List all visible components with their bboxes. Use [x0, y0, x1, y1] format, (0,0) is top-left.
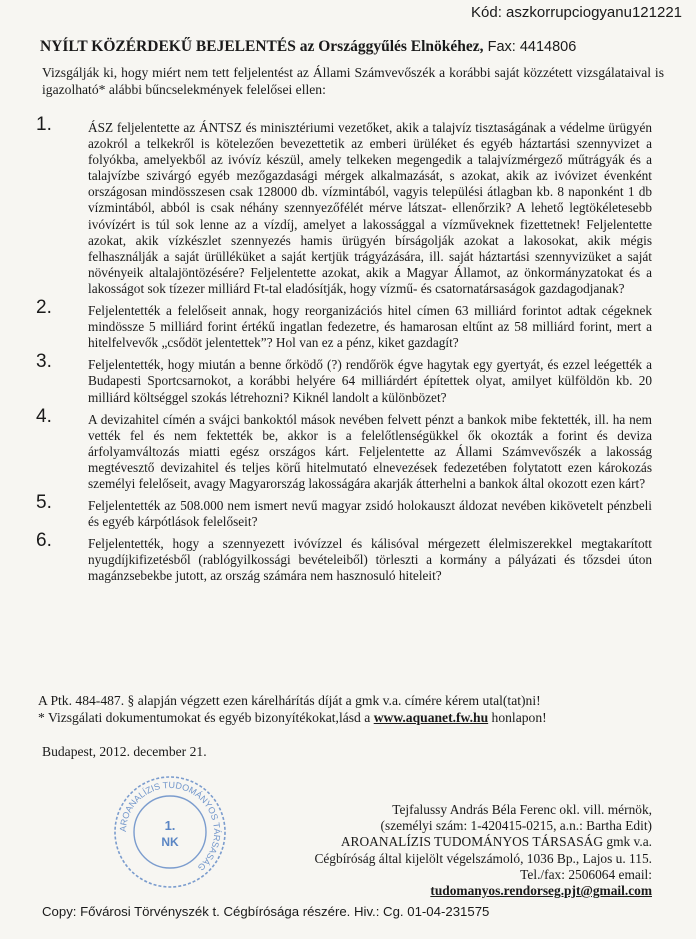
- item-text: Feljelentették az 508.000 nem ismert nevű magyar zsidó holokauszt áldozat nevében kikövetelt pénzbeli és egyéb kárpótlások felelőseit?: [88, 498, 652, 530]
- signer-organization: AROANALÍZIS TUDOMÁNYOS TÁRSASÁG gmk v.a.: [340, 834, 652, 850]
- stamp-abbr: NK: [161, 835, 179, 849]
- item-number: 3.: [36, 351, 52, 373]
- item-text: Feljelentették, hogy a szennyezett ivóvízzel és kálisóval mérgezett élelmiszerekkel megtakarított nyugdíjkifizetésből (rablógyilkossági bevételeiből) törleszti a kormány a pályázati és tőzsdei úton magánzsebekbe jutott, az ország számára nem hasznosuló hiteleit?: [88, 536, 652, 584]
- document-date: Budapest, 2012. december 21.: [42, 744, 207, 759]
- signer-name: Tejfalussy András Béla Ferenc okl. vill. mérnök,: [392, 802, 652, 817]
- document-heading: [40, 38, 680, 56]
- list-item: [36, 530, 652, 584]
- item-number: 2.: [36, 297, 52, 319]
- list-item: [36, 492, 652, 530]
- document-code: Kód: aszkorrupciogyanu121221: [471, 4, 682, 21]
- item-number: 4.: [36, 405, 52, 427]
- item-text: ÁSZ feljelentette az ÁNTSZ és minisztériumi vezetőket, akik a talajvíz tisztaságának a védelme ürügyén azokról a telkekről is kötelezően bevezettetik az emberi ürüléket és egyéb háztartási szennyvizet a folyókba, amelyekből az ivóvíz készül, amely telkeken megengedik a talajvízmérgező műtrágyák és a talajvízbe szivárgó egyéb mezőgazdasági mérgek alkalmazását, s azokat, akik az ivóvizet évenként országosan mindösszesen csak 128000 db. vízmintából, vagyis települési átlagban kb. 8 naponként 1 db vízmintából, abból is csak néhány szennyezőfélét mérve látszat- ellenőrzik? A lehető legtökéletesebb ivóvízért is túl sok lenne az a vízdíj, amelyet a lakossággal a vízműveknek fizettetnek! Feljelentette azokat, akik vízkészlet szennyezés hamis ürügyén bírságolják azokat a lakosokat, akik mégis felhasználják a saját ürülléküket a saját kertjük trágyázására, ill. saját háztartási szennyvizüket a saját növényeik altalajöntözésére? Feljelentette azokat, akik a Magyar Államot, az önkormányzatokat és a lakosságot sok tízezer milliárd Ft-tal eladósítják, hogy vízmű- és csatornatársaságok gazdagodjanak?: [88, 120, 652, 296]
- signer-registration: Cégbíróság által kijelölt végelszámoló, 1036 Bp., Lajos u. 115.: [314, 850, 652, 866]
- item-number: 1.: [36, 114, 52, 135]
- website-link[interactable]: www.aquanet.fw.hu: [373, 710, 489, 725]
- item-text: Feljelentették, hogy miután a benne őrködő (?) rendőrök égve hagytak egy gyertyát, és ezzel leégették a Budapesti Sportcsarnokot, a korábbi helyére 64 milliárdért építettek olyat, amilyet külföldön kb. 20 milliárd költséggel szokás létrehozni? Kiknél landolt a különbözet?: [88, 357, 652, 405]
- email-link[interactable]: tudomanyos.rendorseg.pjt@gmail.com: [430, 883, 652, 899]
- stamp-number: 1.: [164, 818, 176, 833]
- reference-line: [38, 709, 678, 726]
- item-text: Feljelentették a felelőseit annak, hogy reorganizációs hitel címen 63 milliárd forintot adtak cégeknek mindössze 5 milliárd forint értékű ingatlan fedezetre, és hamarosan eltűnt az 58 milliárd forint, mert a hitelfelvevők „csődöt jelentettek”? Hol van ez a pénz, kiket gazdagít?: [88, 303, 652, 351]
- signer-id: (személyi szám: 1-420415-0215, a.n.: Bartha Edit): [380, 818, 652, 834]
- reference-suffix: honlapon!: [488, 710, 547, 725]
- item-number: 6.: [36, 530, 52, 552]
- contact-label: Tel./fax: 2506064 email:: [520, 866, 652, 882]
- list-item: [36, 114, 652, 297]
- numbered-list: [36, 114, 652, 591]
- item-text: A devizahitel címén a svájci bankoktól mások nevében felvett pénzt a bankok mibe fektették, ill. ha nem vették fel és nem fektették be, akkor is a felelőtlenségükkel ők okozták a forint és deviza árfolyamváltozás miatti egész országos kárt. Feljelentette az Állami Számvevőszék a lakosság megtévesztő devizahitel és teljes körű hitelmutató elnevezések fedezetében folytatott ezen károkozás személyi felelőseit, avagy Magyarország lakosságára akarják átterhelni a bankok által okozott ezen kárt?: [88, 411, 652, 491]
- footer-note: [38, 692, 678, 726]
- reference-text: * Vizsgálati dokumentumokat és egyéb bizonyítékokat,lásd a: [38, 710, 374, 725]
- heading-title: NYÍLT KÖZÉRDEKŰ BEJELENTÉS az Országgyűlés Elnökéhez,: [40, 38, 484, 55]
- payment-line: A Ptk. 484-487. § alapján végzett ezen kárelhárítás díját a gmk v.a. címére kérem utal(tat)ni!: [38, 693, 541, 708]
- heading-fax: Fax: 4414806: [483, 39, 577, 55]
- item-number: 5.: [36, 492, 52, 514]
- stamp-ring-text: AROANALÍZIS TUDOMÁNYOS TÁRSASÁG: [117, 779, 223, 873]
- organization-stamp: [110, 772, 230, 892]
- list-item: [36, 405, 652, 492]
- signature-block: [300, 802, 652, 899]
- list-item: [36, 351, 652, 405]
- intro-paragraph: Vizsgálják ki, hogy miért nem tett feljelentést az Állami Számvevőszék a korábbi saját közzétett vizsgálataival is igazolható* alábbi bűncselekmények felelősei ellen:: [42, 65, 664, 97]
- copy-line: Copy: Fővárosi Törvényszék t. Cégbírósága részére. Hiv.: Cg. 01-04-231575: [42, 904, 490, 919]
- signer-contact: [300, 867, 652, 899]
- list-item: [36, 297, 652, 351]
